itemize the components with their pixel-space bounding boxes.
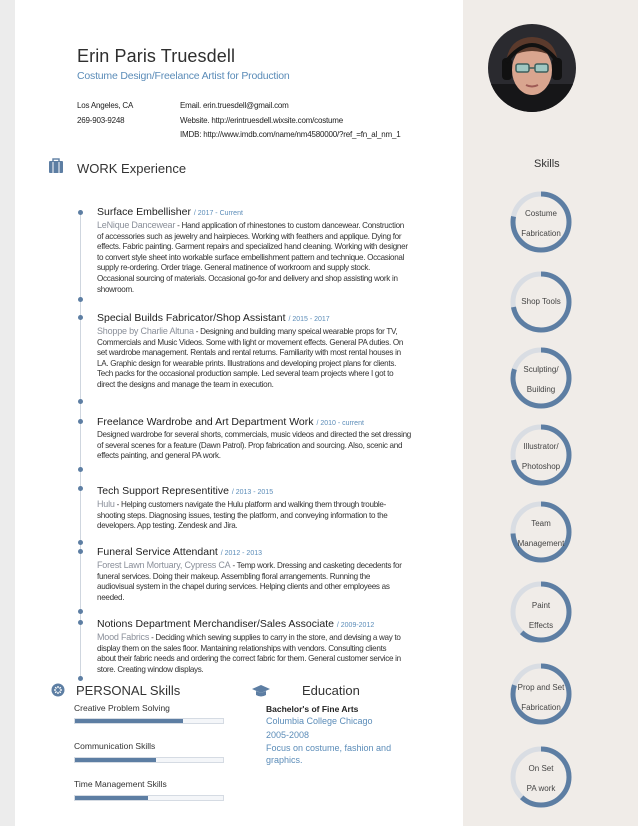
job-description-line: about their fabric needs and ordering the correct fabric for them. General customer service in	[97, 654, 401, 664]
timeline-dot	[78, 297, 83, 302]
job-description-line: Tech packs for the occasional production sample. Led several team projects where I got to	[97, 369, 394, 379]
company-name: LeNique Dancewear	[97, 220, 176, 230]
gear-icon	[51, 683, 65, 702]
timeline-dot	[78, 419, 83, 424]
job-entry	[97, 618, 467, 675]
location: Los Angeles, CA	[77, 101, 134, 110]
company-name: Hulu	[97, 499, 115, 509]
job-description-line: of accessories such as jewelry and hairpieces. Working with feathers and applique. Dying for	[97, 231, 402, 241]
job-description-line: - Designing and building many speical wearable props for TV,	[195, 327, 398, 336]
briefcase-icon	[48, 158, 64, 179]
job-description-line: - Helping customers navigate the Hulu platform and walking them through trouble-	[116, 500, 387, 509]
work-heading: WORK Experience	[77, 161, 187, 176]
job-description-line: shooting steps. Diagnosing issues, testing the platform, and conveying information to the	[97, 510, 388, 520]
skill-ring-label: Shop Tools	[521, 297, 561, 306]
avatar	[488, 24, 576, 112]
job-description-line: - Deciding which sewing supplies to carry in the store, and devising a way to	[151, 633, 401, 642]
timeline-dot	[78, 315, 83, 320]
timeline-dot	[78, 676, 83, 681]
imdb-link[interactable]: IMDB: http://www.imdb.com/name/nm4580000/?ref_=fn_al_nm_1	[180, 130, 401, 139]
phone: 269-903-9248	[77, 116, 125, 125]
graduation-cap-icon	[251, 684, 271, 703]
skill-ring-label: Prop and Set	[517, 683, 565, 692]
job-entry	[97, 206, 467, 295]
job-title: Surface Embellisher	[97, 206, 191, 218]
timeline-dot	[78, 486, 83, 491]
focus: Focus on costume, fashion and	[266, 743, 392, 753]
job-entry	[97, 416, 467, 462]
job-description-line: to convert style sheet into workable surface embellishment pattern and technique. Occasional	[97, 252, 405, 262]
job-subtitle: Costume Design/Freelance Artist for Production	[77, 70, 290, 82]
skill-bar-fill	[75, 796, 148, 800]
skill-ring-label: Management	[517, 539, 565, 548]
job-description-line: needed.	[97, 592, 125, 602]
skill-ring-label: Costume	[524, 209, 557, 218]
company-name: Shoppe by Charlie Altuna	[97, 326, 194, 336]
timeline-dot	[78, 467, 83, 472]
personal-skills-heading: PERSONAL Skills	[76, 683, 181, 698]
job-description-line: - Hand application of rhinestones to custom dancewear. Construction	[177, 221, 405, 230]
job-description-line: display them on the sales floor. Mantaining relationships with vendors. Consulting clients	[97, 643, 387, 653]
skills-heading: Skills	[534, 158, 560, 170]
job-entry	[97, 485, 467, 532]
skill-bar	[74, 757, 224, 763]
job-description-line: Designed wardrobe for several shorts, commercials, music videos and directed the set dressing	[97, 430, 411, 439]
skill-ring-label: PA work	[526, 784, 556, 793]
skill-ring-label: Photoshop	[521, 462, 561, 471]
job-title: Funeral Service Attendant	[97, 546, 218, 558]
skill-ring	[509, 580, 573, 644]
job-description-line: funeral services. Doing their makeup. Assembling floral arrangements. Running the	[97, 571, 371, 581]
skill-ring-label: Building	[526, 385, 556, 394]
education-heading: Education	[302, 683, 360, 698]
degree: Bachelor's of Fine Arts	[266, 704, 359, 714]
email[interactable]: Email. erin.truesdell@gmail.com	[180, 101, 289, 110]
skill-ring	[509, 500, 573, 564]
skill-bar	[74, 795, 224, 801]
job-title: Notions Department Merchandiser/Sales Associate	[97, 618, 334, 630]
skill-ring-label: Fabrication	[521, 703, 561, 712]
skill-label: Time Management Skills	[74, 779, 167, 789]
skill-ring-label: Effects	[528, 621, 554, 630]
company-name: Mood Fabrics	[97, 632, 150, 642]
job-description-line: direct the designs and manage the team in execution.	[97, 379, 274, 389]
skill-ring	[509, 346, 573, 410]
company-name: Forest Lawn Mortuary, Cypress CA	[97, 560, 231, 570]
skill-ring-label: Paint	[531, 601, 551, 610]
job-date: / 2010 - current	[316, 420, 364, 427]
job-date: / 2012 - 2013	[220, 550, 263, 557]
timeline-dot	[78, 549, 83, 554]
job-description-line: Commercials and Music Videos. Some with light or movement effects. General PA duties. On	[97, 337, 404, 347]
job-description-line: supply re-ordering. Order triage. General matinence of workroom and supply stock.	[97, 263, 371, 273]
job-entry	[97, 546, 467, 603]
skill-ring	[509, 745, 573, 809]
skill-bar-fill	[75, 758, 156, 762]
website-link[interactable]: Website. http://erintruesdell.wixsite.com/costume	[180, 116, 344, 125]
timeline-dot	[78, 609, 83, 614]
timeline-dot	[78, 620, 83, 625]
job-title: Tech Support Representitive	[97, 485, 229, 497]
job-description-line: audiovisual system in the chapel during services. Helping clients and other employees as	[97, 582, 390, 592]
skill-ring-label: On Set	[528, 764, 554, 773]
job-date: / 2013 - 2015	[231, 489, 274, 496]
skill-ring-label: Sculpting/	[523, 365, 559, 374]
school: Columbia College Chicago	[266, 716, 373, 726]
job-description-line: set wardrobe management. Rentals and rental returns. Familiarity with most rental houses in	[97, 348, 401, 358]
skill-ring-label: Illustrator/	[523, 442, 559, 451]
job-description-line: Occasional sourcing of materials. Occasional go-for and delivery and shop assisting work in	[97, 273, 398, 283]
job-entry	[97, 312, 467, 391]
job-date: / 2009-2012	[336, 622, 375, 629]
skill-ring	[509, 662, 573, 726]
job-description-line: effects. Fabric painting. Garment repairs and specialized hand cleaning. Working with designer	[97, 242, 408, 252]
focus: graphics.	[266, 755, 303, 765]
job-date: / 2015 - 2017	[288, 316, 330, 323]
skill-ring-label: Team	[531, 519, 551, 528]
years: 2005-2008	[266, 730, 310, 740]
skill-ring-label: Fabrication	[521, 229, 561, 238]
timeline-dot	[78, 210, 83, 215]
job-description-line: store. Creating window displays.	[97, 664, 204, 674]
job-description-line: effects painting, and general PA work.	[97, 451, 221, 461]
skill-bar-fill	[75, 719, 183, 723]
job-description-line: LA. Graphic design for wearable prints. Illustrations and developing project plans for clients.	[97, 358, 397, 368]
job-description-line: showroom.	[97, 284, 134, 294]
timeline-dot	[78, 399, 83, 404]
skill-label: Communication Skills	[74, 741, 156, 751]
job-title: Special Builds Fabricator/Shop Assistant	[97, 312, 286, 324]
left-strip	[0, 0, 15, 826]
skill-ring	[509, 270, 573, 334]
job-date: / 2017 - Current	[193, 210, 243, 217]
job-description-line: developers. App testing. Zendesk and Jira.	[97, 521, 238, 531]
job-title: Freelance Wardrobe and Art Department Work	[97, 416, 314, 428]
skill-ring	[509, 190, 573, 254]
timeline-dot	[78, 540, 83, 545]
job-description-line: of several scenes for a feature (Dawn Patrol). Prop fabrication and sourcing. Also, scenic and	[97, 440, 403, 450]
skill-ring	[509, 423, 573, 487]
skill-label: Creative Problem Solving	[74, 703, 170, 713]
job-description-line: - Temp work. Dressing and casketing decedents for	[232, 561, 402, 570]
skill-bar	[74, 718, 224, 724]
person-name: Erin Paris Truesdell	[77, 46, 236, 66]
